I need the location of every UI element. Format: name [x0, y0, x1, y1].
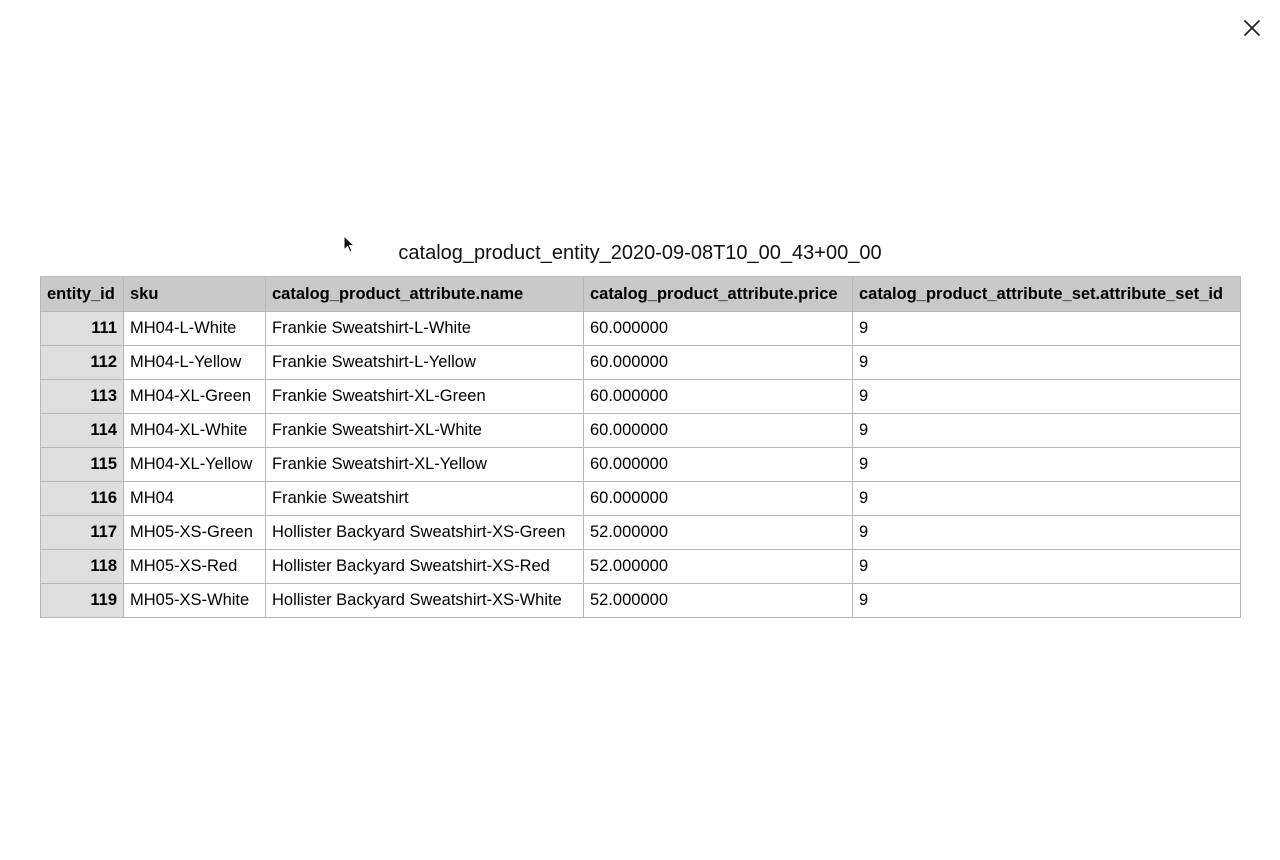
cell-attribute-set-id: 9: [853, 448, 1241, 482]
close-icon: [1238, 14, 1266, 42]
column-header-entity-id: entity_id: [41, 277, 124, 312]
cell-sku: MH04-XL-Yellow: [124, 448, 266, 482]
column-header-sku: sku: [124, 277, 266, 312]
cell-price: 60.000000: [584, 380, 853, 414]
table-row: [41, 380, 1241, 414]
cell-attribute-set-id: 9: [853, 584, 1241, 618]
cell-name: Hollister Backyard Sweatshirt-XS-White: [266, 584, 584, 618]
table-row: [41, 584, 1241, 618]
cell-attribute-set-id: 9: [853, 482, 1241, 516]
cell-sku: MH04-L-White: [124, 312, 266, 346]
table-row: [41, 516, 1241, 550]
cell-price: 60.000000: [584, 482, 853, 516]
cell-sku: MH05-XS-Red: [124, 550, 266, 584]
table-row: [41, 346, 1241, 380]
cell-name: Hollister Backyard Sweatshirt-XS-Green: [266, 516, 584, 550]
cell-entity-id: 114: [41, 414, 124, 448]
cell-entity-id: 113: [41, 380, 124, 414]
cell-attribute-set-id: 9: [853, 550, 1241, 584]
cell-attribute-set-id: 9: [853, 516, 1241, 550]
cell-sku: MH04: [124, 482, 266, 516]
cell-price: 60.000000: [584, 448, 853, 482]
cell-price: 60.000000: [584, 312, 853, 346]
cell-entity-id: 119: [41, 584, 124, 618]
cell-entity-id: 116: [41, 482, 124, 516]
cell-price: 60.000000: [584, 346, 853, 380]
cell-name: Hollister Backyard Sweatshirt-XS-Red: [266, 550, 584, 584]
cell-price: 60.000000: [584, 414, 853, 448]
cell-sku: MH04-XL-White: [124, 414, 266, 448]
cell-price: 52.000000: [584, 516, 853, 550]
cell-sku: MH04-L-Yellow: [124, 346, 266, 380]
cell-name: Frankie Sweatshirt-XL-Green: [266, 380, 584, 414]
cell-price: 52.000000: [584, 550, 853, 584]
cell-entity-id: 112: [41, 346, 124, 380]
cell-entity-id: 117: [41, 516, 124, 550]
column-header-attribute-set-id: catalog_product_attribute_set.attribute_set_id: [853, 277, 1241, 312]
cell-name: Frankie Sweatshirt-XL-White: [266, 414, 584, 448]
table-row: [41, 550, 1241, 584]
table-row: [41, 482, 1241, 516]
cell-sku: MH04-XL-Green: [124, 380, 266, 414]
cell-name: Frankie Sweatshirt-L-Yellow: [266, 346, 584, 380]
cell-entity-id: 115: [41, 448, 124, 482]
column-header-price: catalog_product_attribute.price: [584, 277, 853, 312]
cell-attribute-set-id: 9: [853, 380, 1241, 414]
header-row: [41, 277, 1241, 312]
table-row: [41, 312, 1241, 346]
close-button[interactable]: [1238, 14, 1266, 42]
table-row: [41, 448, 1241, 482]
cell-name: Frankie Sweatshirt: [266, 482, 584, 516]
cell-attribute-set-id: 9: [853, 312, 1241, 346]
cell-attribute-set-id: 9: [853, 346, 1241, 380]
spreadsheet-table: [40, 276, 1241, 618]
cell-price: 52.000000: [584, 584, 853, 618]
cell-name: Frankie Sweatshirt-XL-Yellow: [266, 448, 584, 482]
table-row: [41, 414, 1241, 448]
cell-entity-id: 111: [41, 312, 124, 346]
cell-attribute-set-id: 9: [853, 414, 1241, 448]
column-header-name: catalog_product_attribute.name: [266, 277, 584, 312]
cell-entity-id: 118: [41, 550, 124, 584]
cell-name: Frankie Sweatshirt-L-White: [266, 312, 584, 346]
cell-sku: MH05-XS-White: [124, 584, 266, 618]
cell-sku: MH05-XS-Green: [124, 516, 266, 550]
document-title: catalog_product_entity_2020-09-08T10_00_43+00_00: [398, 242, 882, 264]
